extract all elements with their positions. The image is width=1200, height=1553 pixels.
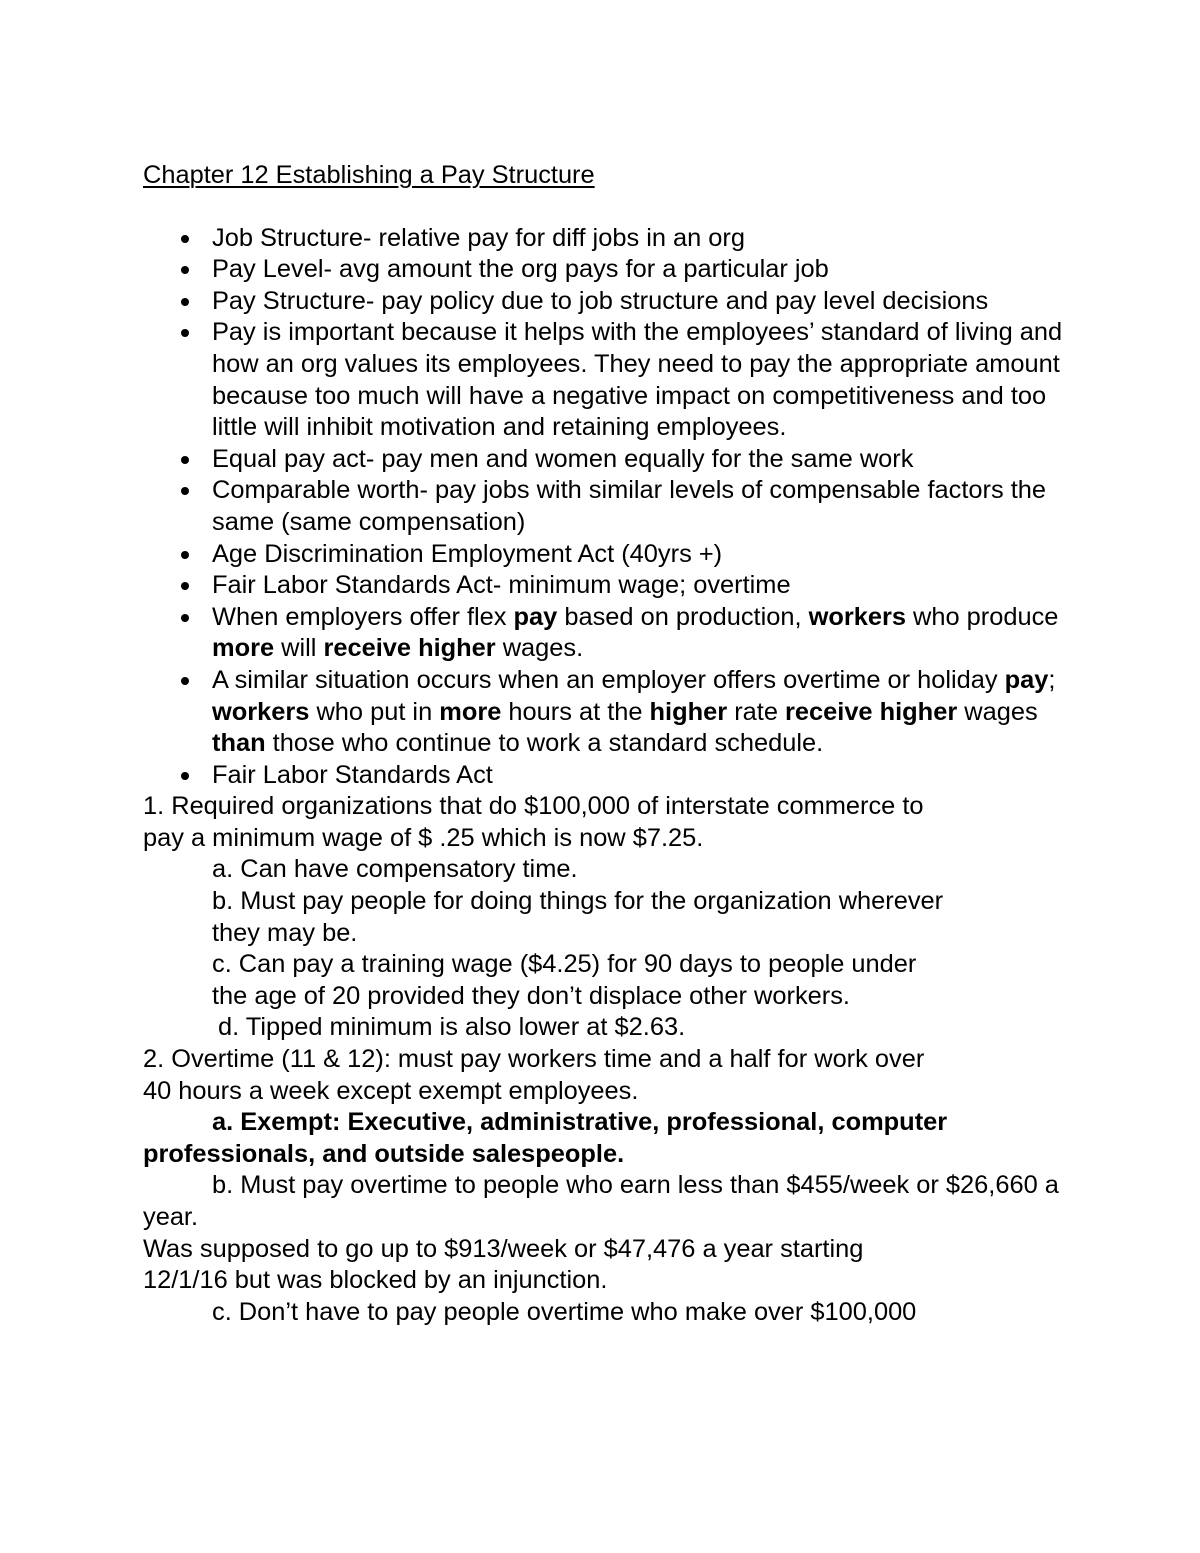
bullet-rich-text [212, 603, 1058, 663]
bullet-icon [181, 329, 189, 337]
flsa-item-2a-exempt: a. Exempt: Executive, administrative, professional, computer professionals, and outside salespeople. [143, 1108, 948, 1168]
text-run: wages. [495, 634, 584, 663]
bold-text-run: pay [513, 602, 558, 631]
bullet-icon [181, 551, 189, 559]
flsa-item-2-line-1: 2. Overtime (11 & 12): must pay workers time and a half for work over [143, 1045, 925, 1074]
flsa-item-2b: b. Must pay overtime to people who earn less than $455/week or $26,660 a year. [143, 1171, 1059, 1231]
text-run: based on production, [557, 602, 809, 631]
bold-text-run: receive higher [785, 697, 958, 726]
flsa-item-1c-line-1: c. Can pay a training wage ($4.25) for 90 days to people under [212, 950, 917, 979]
page-title: Chapter 12 Establishing a Pay Structure [143, 161, 595, 189]
bullet-item [143, 254, 1073, 286]
bold-text-run: workers [212, 697, 310, 726]
bold-text-run: receive higher [323, 634, 496, 663]
bold-text-run: more [439, 697, 502, 726]
flsa-note-line-2: 12/1/16 but was blocked by an injunction. [143, 1266, 608, 1295]
bold-text-run: than [212, 729, 266, 758]
text-run: When employers offer flex [212, 602, 514, 631]
bullet-item [143, 570, 1073, 602]
bullet-text: Comparable worth- pay jobs with similar levels of compensable factors the same (same compensation) [212, 476, 1047, 536]
bullet-text: Pay Structure- pay policy due to job structure and pay level decisions [212, 286, 989, 315]
flsa-item-1-line-2: pay a minimum wage of $ .25 which is now $7.25. [143, 823, 704, 852]
flsa-item-1b-line-2: they may be. [212, 918, 358, 947]
flsa-item-1c-line-2: the age of 20 provided they don’t displace other workers. [212, 981, 850, 1010]
bullet-text: Pay is important because it helps with the employees’ standard of living and how an org values its employees. They need to pay the appropriate amount because too much will have a negative impact on competitiveness and too little will inhibit motivation and retaining employees. [212, 318, 1063, 442]
bold-text-run: workers [808, 602, 906, 631]
bullet-text: Pay Level- avg amount the org pays for a particular job [212, 255, 829, 284]
text-run: hours at the [501, 697, 650, 726]
flsa-item-2c: c. Don’t have to pay people overtime who make over $100,000 [212, 1297, 917, 1326]
text-run: will [274, 634, 324, 663]
bullet-text: Fair Labor Standards Act- minimum wage; overtime [212, 571, 791, 600]
flsa-section [143, 791, 1073, 1328]
bullet-icon [181, 298, 189, 306]
bullet-icon [181, 582, 189, 590]
flsa-item-1d: d. Tipped minimum is also lower at $2.63. [218, 1013, 686, 1042]
bullet-icon [181, 487, 189, 495]
bullet-icon [181, 235, 189, 243]
flsa-item-1b-line-1: b. Must pay people for doing things for the organization wherever [212, 887, 944, 916]
bullet-icon [181, 772, 189, 780]
text-run: ; [1048, 665, 1056, 694]
bullet-item [143, 286, 1073, 318]
flsa-item-1a: a. Can have compensatory time. [212, 855, 578, 884]
bullet-item [143, 760, 1073, 792]
bold-text-run: higher [649, 697, 728, 726]
bullet-item [143, 317, 1073, 443]
bullet-text: Equal pay act- pay men and women equally for the same work [212, 444, 914, 473]
text-run: rate [727, 697, 786, 726]
bullet-text: Job Structure- relative pay for diff jobs in an org [212, 223, 746, 252]
bullet-icon [181, 266, 189, 274]
flsa-item-1-line-1: 1. Required organizations that do $100,000 of interstate commerce to [143, 792, 924, 821]
bullet-text: Fair Labor Standards Act [212, 760, 493, 789]
text-run: who put in [309, 697, 440, 726]
bullet-rich-text [212, 666, 1055, 757]
text-run: who produce [905, 602, 1059, 631]
bullet-icon [181, 456, 189, 464]
bullet-item [143, 665, 1073, 760]
bullet-icon [181, 614, 189, 622]
bullet-text: Age Discrimination Employment Act (40yrs +) [212, 539, 723, 568]
bullet-item [143, 602, 1073, 665]
bullet-icon [181, 677, 189, 685]
bullet-item [143, 444, 1073, 476]
bold-text-run: pay [1004, 665, 1049, 694]
flsa-note-line-1: Was supposed to go up to $913/week or $47,476 a year starting [143, 1234, 864, 1263]
bold-text-run: more [212, 634, 275, 663]
bullet-item [143, 539, 1073, 571]
bullet-item [143, 223, 1073, 255]
bullet-list [143, 223, 1073, 792]
flsa-item-2-line-2: 40 hours a week except exempt employees. [143, 1076, 639, 1105]
document-body [143, 160, 1073, 1328]
text-run: A similar situation occurs when an employer offers overtime or holiday [212, 665, 1005, 694]
text-run: those who continue to work a standard schedule. [265, 729, 824, 758]
text-run: wages [957, 697, 1038, 726]
bullet-item [143, 475, 1073, 538]
